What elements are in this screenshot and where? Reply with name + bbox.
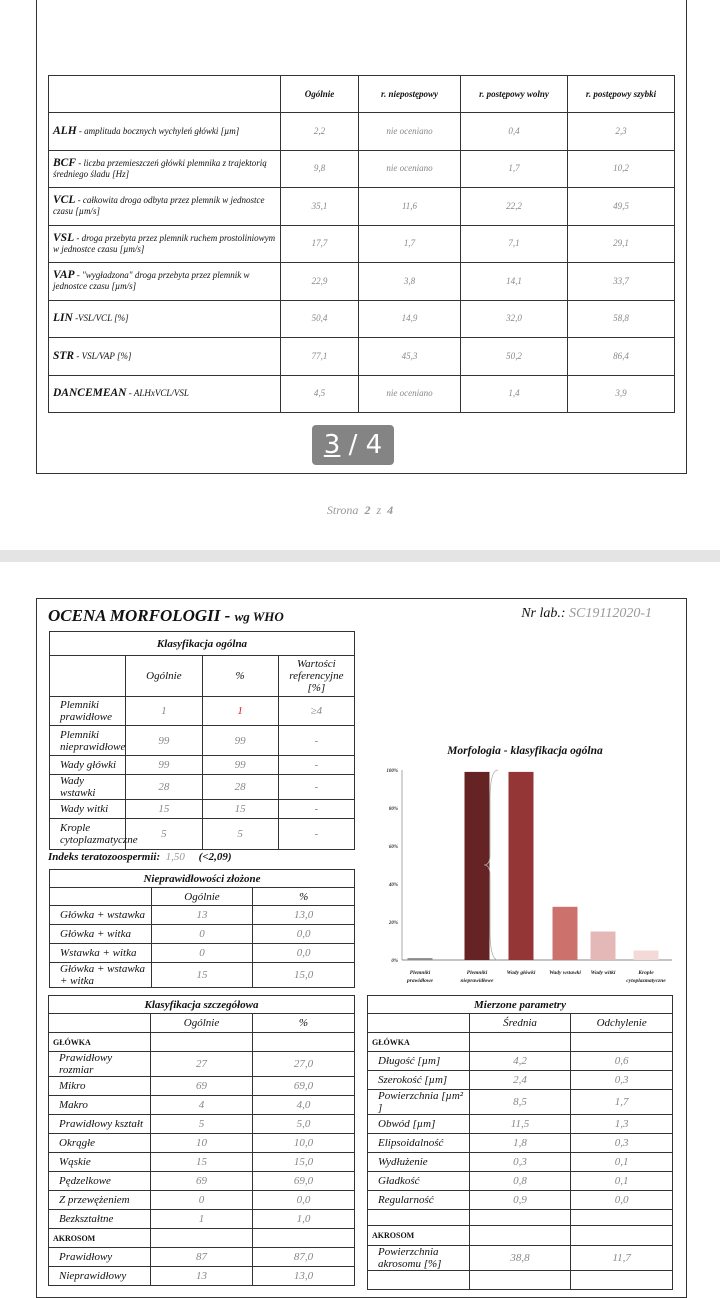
table-row	[368, 1191, 673, 1210]
table-cell: nie oceniano	[359, 113, 461, 151]
bar	[634, 951, 659, 961]
table-row	[49, 1052, 355, 1077]
table-cell: 33,7	[568, 263, 675, 301]
parameter-description: - liczba przemieszczeń główki plemnika z trajektorią średniego śladu [Hz]	[53, 157, 267, 179]
table-cell: Szerokość [µm]	[368, 1071, 470, 1090]
table-cell	[49, 300, 281, 338]
table-cell: Wartości referencyjne [%]	[278, 656, 354, 697]
table-cell	[571, 1033, 673, 1052]
x-tick-label: cytoplazmatyczne	[626, 978, 666, 984]
table-cell: 0	[151, 925, 253, 944]
table-cell: 69,0	[253, 1077, 355, 1096]
table-row	[368, 1210, 673, 1226]
table-row	[50, 656, 355, 697]
table-cell	[469, 1210, 571, 1226]
table-row	[49, 1014, 355, 1033]
table-cell: Ogólnie	[126, 656, 202, 697]
table-cell: 7,1	[461, 225, 568, 263]
table-cell: 11,6	[359, 188, 461, 226]
y-tick-label: 40%	[388, 883, 398, 888]
parameter-description: -VSL/VCL [%]	[72, 313, 129, 324]
table-cell: r. niepostępowy	[359, 76, 461, 113]
table-cell: Główka + wstawka + witka	[50, 963, 152, 988]
table-cell: 5	[151, 1115, 253, 1134]
table-cell: 0,1	[571, 1172, 673, 1191]
table-row	[50, 632, 355, 656]
table-cell: 5,0	[253, 1115, 355, 1134]
table-cell: 0,0	[571, 1191, 673, 1210]
table-cell: %	[253, 888, 355, 906]
table-cell	[571, 1271, 673, 1290]
x-tick-label: Plemniki	[466, 970, 488, 976]
teratozoospermia-index: Indeks teratozoospermii: 1,50 (<2,09)	[48, 851, 232, 863]
table-cell: 1,7	[461, 150, 568, 188]
table-cell: 4,5	[281, 375, 359, 413]
table-cell: r. postępowy szybki	[568, 76, 675, 113]
table-cell	[49, 375, 281, 413]
table-cell: Wady wstawki	[50, 775, 126, 800]
table-row	[50, 800, 355, 819]
table-cell: 2,3	[568, 113, 675, 151]
table-cell: Regularność	[368, 1191, 470, 1210]
table-row	[368, 1226, 673, 1246]
table-cell: 0,0	[253, 925, 355, 944]
table-row	[50, 925, 355, 944]
table-cell: 0,3	[571, 1134, 673, 1153]
table-cell: Ogólnie	[151, 888, 253, 906]
table-row	[49, 300, 675, 338]
table-row	[49, 996, 355, 1014]
table-cell	[49, 76, 281, 113]
table-cell: 0,0	[253, 944, 355, 963]
table-row	[49, 1077, 355, 1096]
table-cell: Długość [µm]	[368, 1052, 470, 1071]
measured-parameters-table	[367, 995, 673, 1290]
table-cell: 15	[126, 800, 202, 819]
table-cell: Wady główki	[50, 756, 126, 775]
table-cell: Powierzchnia [µm² ]	[368, 1090, 470, 1115]
table-cell	[49, 338, 281, 376]
table-cell: 13,0	[253, 1267, 355, 1286]
table-cell: Odchylenie	[571, 1014, 673, 1033]
table-cell: 49,5	[568, 188, 675, 226]
x-tick-label: prawidłowe	[407, 978, 433, 984]
table-cell: Elipsoidalność	[368, 1134, 470, 1153]
table-cell: Plemniki prawidłowe	[50, 697, 126, 726]
table-cell: Nieprawidłowy	[49, 1267, 151, 1286]
table-cell: Nieprawidłowości złożone	[50, 870, 355, 888]
table-cell	[469, 1226, 571, 1246]
x-tick-label: Wady główki	[506, 970, 536, 976]
table-cell: 10,2	[568, 150, 675, 188]
table-cell: Ogólnie	[151, 1014, 253, 1033]
parameter-description: - całkowita droga odbyta przez plemnik w jednostce czasu [µm/s]	[53, 195, 265, 217]
table-row	[50, 870, 355, 888]
table-cell: 0,8	[469, 1172, 571, 1191]
table-row	[50, 756, 355, 775]
bar	[509, 772, 534, 960]
table-cell: 13,0	[253, 906, 355, 925]
table-cell	[50, 656, 126, 697]
table-cell: 1,7	[359, 225, 461, 263]
table-cell: 0,1	[571, 1153, 673, 1172]
table-cell: Okrągłe	[49, 1134, 151, 1153]
parameter-description: - "wygładzona" droga przebyta przez plemnik w jednostce czasu [µm/s]	[53, 270, 250, 292]
table-cell: -	[278, 819, 354, 850]
table-row	[368, 1172, 673, 1191]
table-cell: 77,1	[281, 338, 359, 376]
table-cell	[469, 1271, 571, 1290]
table-cell: 5	[126, 819, 202, 850]
table-cell	[571, 1226, 673, 1246]
table-cell: 87	[151, 1248, 253, 1267]
table-cell: 3,8	[359, 263, 461, 301]
table-row	[49, 1229, 355, 1248]
y-tick-label: 20%	[388, 921, 398, 926]
table-row	[50, 775, 355, 800]
table-cell: 15,0	[253, 1153, 355, 1172]
table-cell	[571, 1210, 673, 1226]
parameter-code: ALH	[53, 124, 77, 137]
table-row	[49, 1033, 355, 1052]
table-cell: 14,1	[461, 263, 568, 301]
table-cell	[49, 188, 281, 226]
parameter-description: - droga przebyta przez plemnik ruchem prostoliniowym w jednostce czasu [µm/s]	[53, 232, 276, 254]
table-cell: Bezkształtne	[49, 1210, 151, 1229]
x-tick-label: nieprawidłowe	[460, 978, 494, 984]
table-cell: Ogólnie	[281, 76, 359, 113]
table-row	[49, 263, 675, 301]
table-cell: 0,0	[253, 1191, 355, 1210]
table-row	[50, 697, 355, 726]
table-cell: nie oceniano	[359, 375, 461, 413]
table-cell: 0,6	[571, 1052, 673, 1071]
chart-title: Morfologia - klasyfikacja ogólna	[447, 745, 603, 757]
table-row	[49, 338, 675, 376]
table-cell: 1,0	[253, 1210, 355, 1229]
table-cell: 38,8	[469, 1246, 571, 1271]
table-row	[368, 1246, 673, 1271]
table-cell: 14,9	[359, 300, 461, 338]
parameter-description: - ALHxVCL/VSL	[126, 388, 189, 399]
parameter-code: VSL	[53, 231, 75, 244]
parameter-code: LIN	[53, 312, 73, 325]
table-cell: 15	[151, 963, 253, 988]
table-cell: 29,1	[568, 225, 675, 263]
table-row	[50, 963, 355, 988]
table-cell: 50,4	[281, 300, 359, 338]
table-cell: 1,3	[571, 1115, 673, 1134]
table-cell: 0,3	[571, 1071, 673, 1090]
table-cell: 1	[151, 1210, 253, 1229]
table-cell	[253, 1033, 355, 1052]
bar	[591, 932, 616, 961]
table-cell	[49, 1014, 151, 1033]
table-cell: 1,7	[571, 1090, 673, 1115]
table-row	[49, 76, 675, 113]
y-tick-label: 100%	[386, 769, 398, 774]
table-cell	[469, 1033, 571, 1052]
table-row	[368, 1090, 673, 1115]
table-cell: Gładkość	[368, 1172, 470, 1191]
y-tick-label: 80%	[388, 807, 398, 812]
parameter-code: BCF	[53, 156, 77, 169]
complex-abnormalities-table	[49, 869, 355, 988]
table-row	[368, 1071, 673, 1090]
general-classification-table	[49, 631, 355, 850]
table-cell: Główka + wstawka	[50, 906, 152, 925]
morphology-bar-chart	[370, 760, 680, 990]
table-row	[49, 1115, 355, 1134]
table-row	[49, 1134, 355, 1153]
x-tick-label: Krople	[638, 970, 654, 976]
table-cell: GŁÓWKA	[49, 1033, 151, 1052]
lab-number: Nr lab.: SC19112020-1	[521, 606, 652, 621]
table-cell: 4	[151, 1096, 253, 1115]
table-row	[368, 1134, 673, 1153]
table-cell: Mierzone parametry	[368, 996, 673, 1014]
table-cell: 0	[151, 1191, 253, 1210]
table-row	[368, 1115, 673, 1134]
table-row	[49, 1267, 355, 1286]
table-cell: 10,0	[253, 1134, 355, 1153]
table-row	[49, 150, 675, 188]
table-cell: 69	[151, 1077, 253, 1096]
table-cell: 8,5	[469, 1090, 571, 1115]
table-cell: 2,4	[469, 1071, 571, 1090]
table-cell: %	[202, 656, 278, 697]
table-cell: 27,0	[253, 1052, 355, 1077]
table-cell: 58,8	[568, 300, 675, 338]
bar	[408, 958, 433, 960]
table-cell	[253, 1229, 355, 1248]
table-cell: 69,0	[253, 1172, 355, 1191]
table-row	[49, 1248, 355, 1267]
table-cell: 99	[202, 756, 278, 775]
table-cell: 28	[126, 775, 202, 800]
table-cell: 3,9	[568, 375, 675, 413]
page-counter-overlay: 3 / 4	[312, 425, 394, 465]
table-row	[49, 1191, 355, 1210]
table-cell: -	[278, 800, 354, 819]
table-cell: %	[253, 1014, 355, 1033]
table-cell: 28	[202, 775, 278, 800]
table-cell: Prawidłowy	[49, 1248, 151, 1267]
table-cell: 0,3	[469, 1153, 571, 1172]
table-row	[49, 188, 675, 226]
page-title: OCENA MORFOLOGII - wg WHO	[48, 606, 284, 625]
table-cell: 1	[202, 697, 278, 726]
table-cell: 50,2	[461, 338, 568, 376]
table-cell: Klasyfikacja szczegółowa	[49, 996, 355, 1014]
y-tick-label: 0%	[391, 959, 398, 964]
table-cell: 13	[151, 906, 253, 925]
table-cell: Mikro	[49, 1077, 151, 1096]
table-row	[50, 906, 355, 925]
table-cell: Prawidłowy rozmiar	[49, 1052, 151, 1077]
table-cell: 22,9	[281, 263, 359, 301]
table-cell: r. postępowy wolny	[461, 76, 568, 113]
table-row	[50, 726, 355, 756]
parameter-code: DANCEMEAN	[53, 387, 127, 400]
table-row	[368, 1052, 673, 1071]
table-row	[50, 819, 355, 850]
table-cell: nie oceniano	[359, 150, 461, 188]
table-cell: 35,1	[281, 188, 359, 226]
table-cell: -	[278, 775, 354, 800]
table-row	[368, 1033, 673, 1052]
table-cell: 22,2	[461, 188, 568, 226]
table-cell: GŁÓWKA	[368, 1033, 470, 1052]
table-cell: 99	[126, 726, 202, 756]
table-cell	[151, 1033, 253, 1052]
parameter-description: - amplituda bocznych wychyleń główki [µm]	[76, 125, 240, 136]
table-row	[49, 375, 675, 413]
table-row	[50, 888, 355, 906]
table-cell: 15	[202, 800, 278, 819]
table-cell: 0,4	[461, 113, 568, 151]
x-tick-label: Wady witki	[590, 970, 616, 976]
table-cell: 10	[151, 1134, 253, 1153]
table-cell: 1,8	[469, 1134, 571, 1153]
table-row	[49, 1153, 355, 1172]
parameter-description: - VSL/VAP [%]	[74, 350, 132, 361]
bar	[553, 907, 578, 960]
table-cell	[49, 225, 281, 263]
table-cell: 4,0	[253, 1096, 355, 1115]
table-cell: 17,7	[281, 225, 359, 263]
table-cell: Główka + witka	[50, 925, 152, 944]
detailed-classification-table	[48, 995, 355, 1286]
table-cell: Wstawka + witka	[50, 944, 152, 963]
table-cell: Obwód [µm]	[368, 1115, 470, 1134]
page-footer: Strona 2 z 4	[326, 503, 394, 517]
table-cell	[368, 1210, 470, 1226]
table-cell: -	[278, 756, 354, 775]
table-cell: 87,0	[253, 1248, 355, 1267]
table-cell: Powierzchnia akrosomu [%]	[368, 1246, 470, 1271]
table-cell: 45,3	[359, 338, 461, 376]
table-row	[49, 1096, 355, 1115]
table-cell: Prawidłowy kształt	[49, 1115, 151, 1134]
table-row	[49, 113, 675, 151]
x-tick-label: Plemniki	[409, 970, 431, 976]
x-tick-label: Wady wstawki	[549, 970, 581, 976]
table-cell: AKROSOM	[368, 1226, 470, 1246]
table-row	[368, 1014, 673, 1033]
page-separator	[0, 550, 720, 562]
table-cell	[49, 263, 281, 301]
table-cell: 1	[126, 697, 202, 726]
table-cell: 86,4	[568, 338, 675, 376]
table-cell	[49, 113, 281, 151]
table-cell: 11,5	[469, 1115, 571, 1134]
table-cell: ≥4	[278, 697, 354, 726]
y-tick-label: 60%	[388, 845, 398, 850]
parameter-code: STR	[53, 349, 75, 362]
table-cell: 4,2	[469, 1052, 571, 1071]
table-cell: 1,4	[461, 375, 568, 413]
table-cell: Makro	[49, 1096, 151, 1115]
table-row	[368, 1153, 673, 1172]
table-cell: Średnia	[469, 1014, 571, 1033]
table-cell: Wady witki	[50, 800, 126, 819]
parameter-code: VAP	[53, 269, 75, 282]
table-row	[368, 1271, 673, 1290]
table-cell: 5	[202, 819, 278, 850]
table-cell: Plemniki nieprawidłowe	[50, 726, 126, 756]
table-cell: 27	[151, 1052, 253, 1077]
table-cell: 15,0	[253, 963, 355, 988]
motility-parameters-table	[48, 75, 675, 413]
table-cell: Klasyfikacja ogólna	[50, 632, 355, 656]
table-row	[368, 996, 673, 1014]
table-cell: 0,9	[469, 1191, 571, 1210]
table-row	[49, 1210, 355, 1229]
table-row	[49, 225, 675, 263]
table-cell	[368, 1271, 470, 1290]
table-cell: Wąskie	[49, 1153, 151, 1172]
table-cell: -	[278, 726, 354, 756]
parameter-code: VCL	[53, 194, 76, 207]
table-cell: 32,0	[461, 300, 568, 338]
table-cell: 99	[202, 726, 278, 756]
table-cell: 13	[151, 1267, 253, 1286]
table-cell: 9,8	[281, 150, 359, 188]
table-cell: 11,7	[571, 1246, 673, 1271]
table-cell: Wydłużenie	[368, 1153, 470, 1172]
table-row	[49, 1172, 355, 1191]
table-cell	[368, 1014, 470, 1033]
table-cell: 0	[151, 944, 253, 963]
table-cell: Krople cytoplazmatyczne	[50, 819, 126, 850]
table-cell	[50, 888, 152, 906]
table-cell	[151, 1229, 253, 1248]
table-cell: Pędzelkowe	[49, 1172, 151, 1191]
table-cell: 2,2	[281, 113, 359, 151]
table-cell: 15	[151, 1153, 253, 1172]
table-cell: 99	[126, 756, 202, 775]
table-cell: AKROSOM	[49, 1229, 151, 1248]
table-cell: 69	[151, 1172, 253, 1191]
table-cell: Z przewężeniem	[49, 1191, 151, 1210]
table-row	[50, 944, 355, 963]
bar	[465, 772, 490, 960]
table-cell	[49, 150, 281, 188]
